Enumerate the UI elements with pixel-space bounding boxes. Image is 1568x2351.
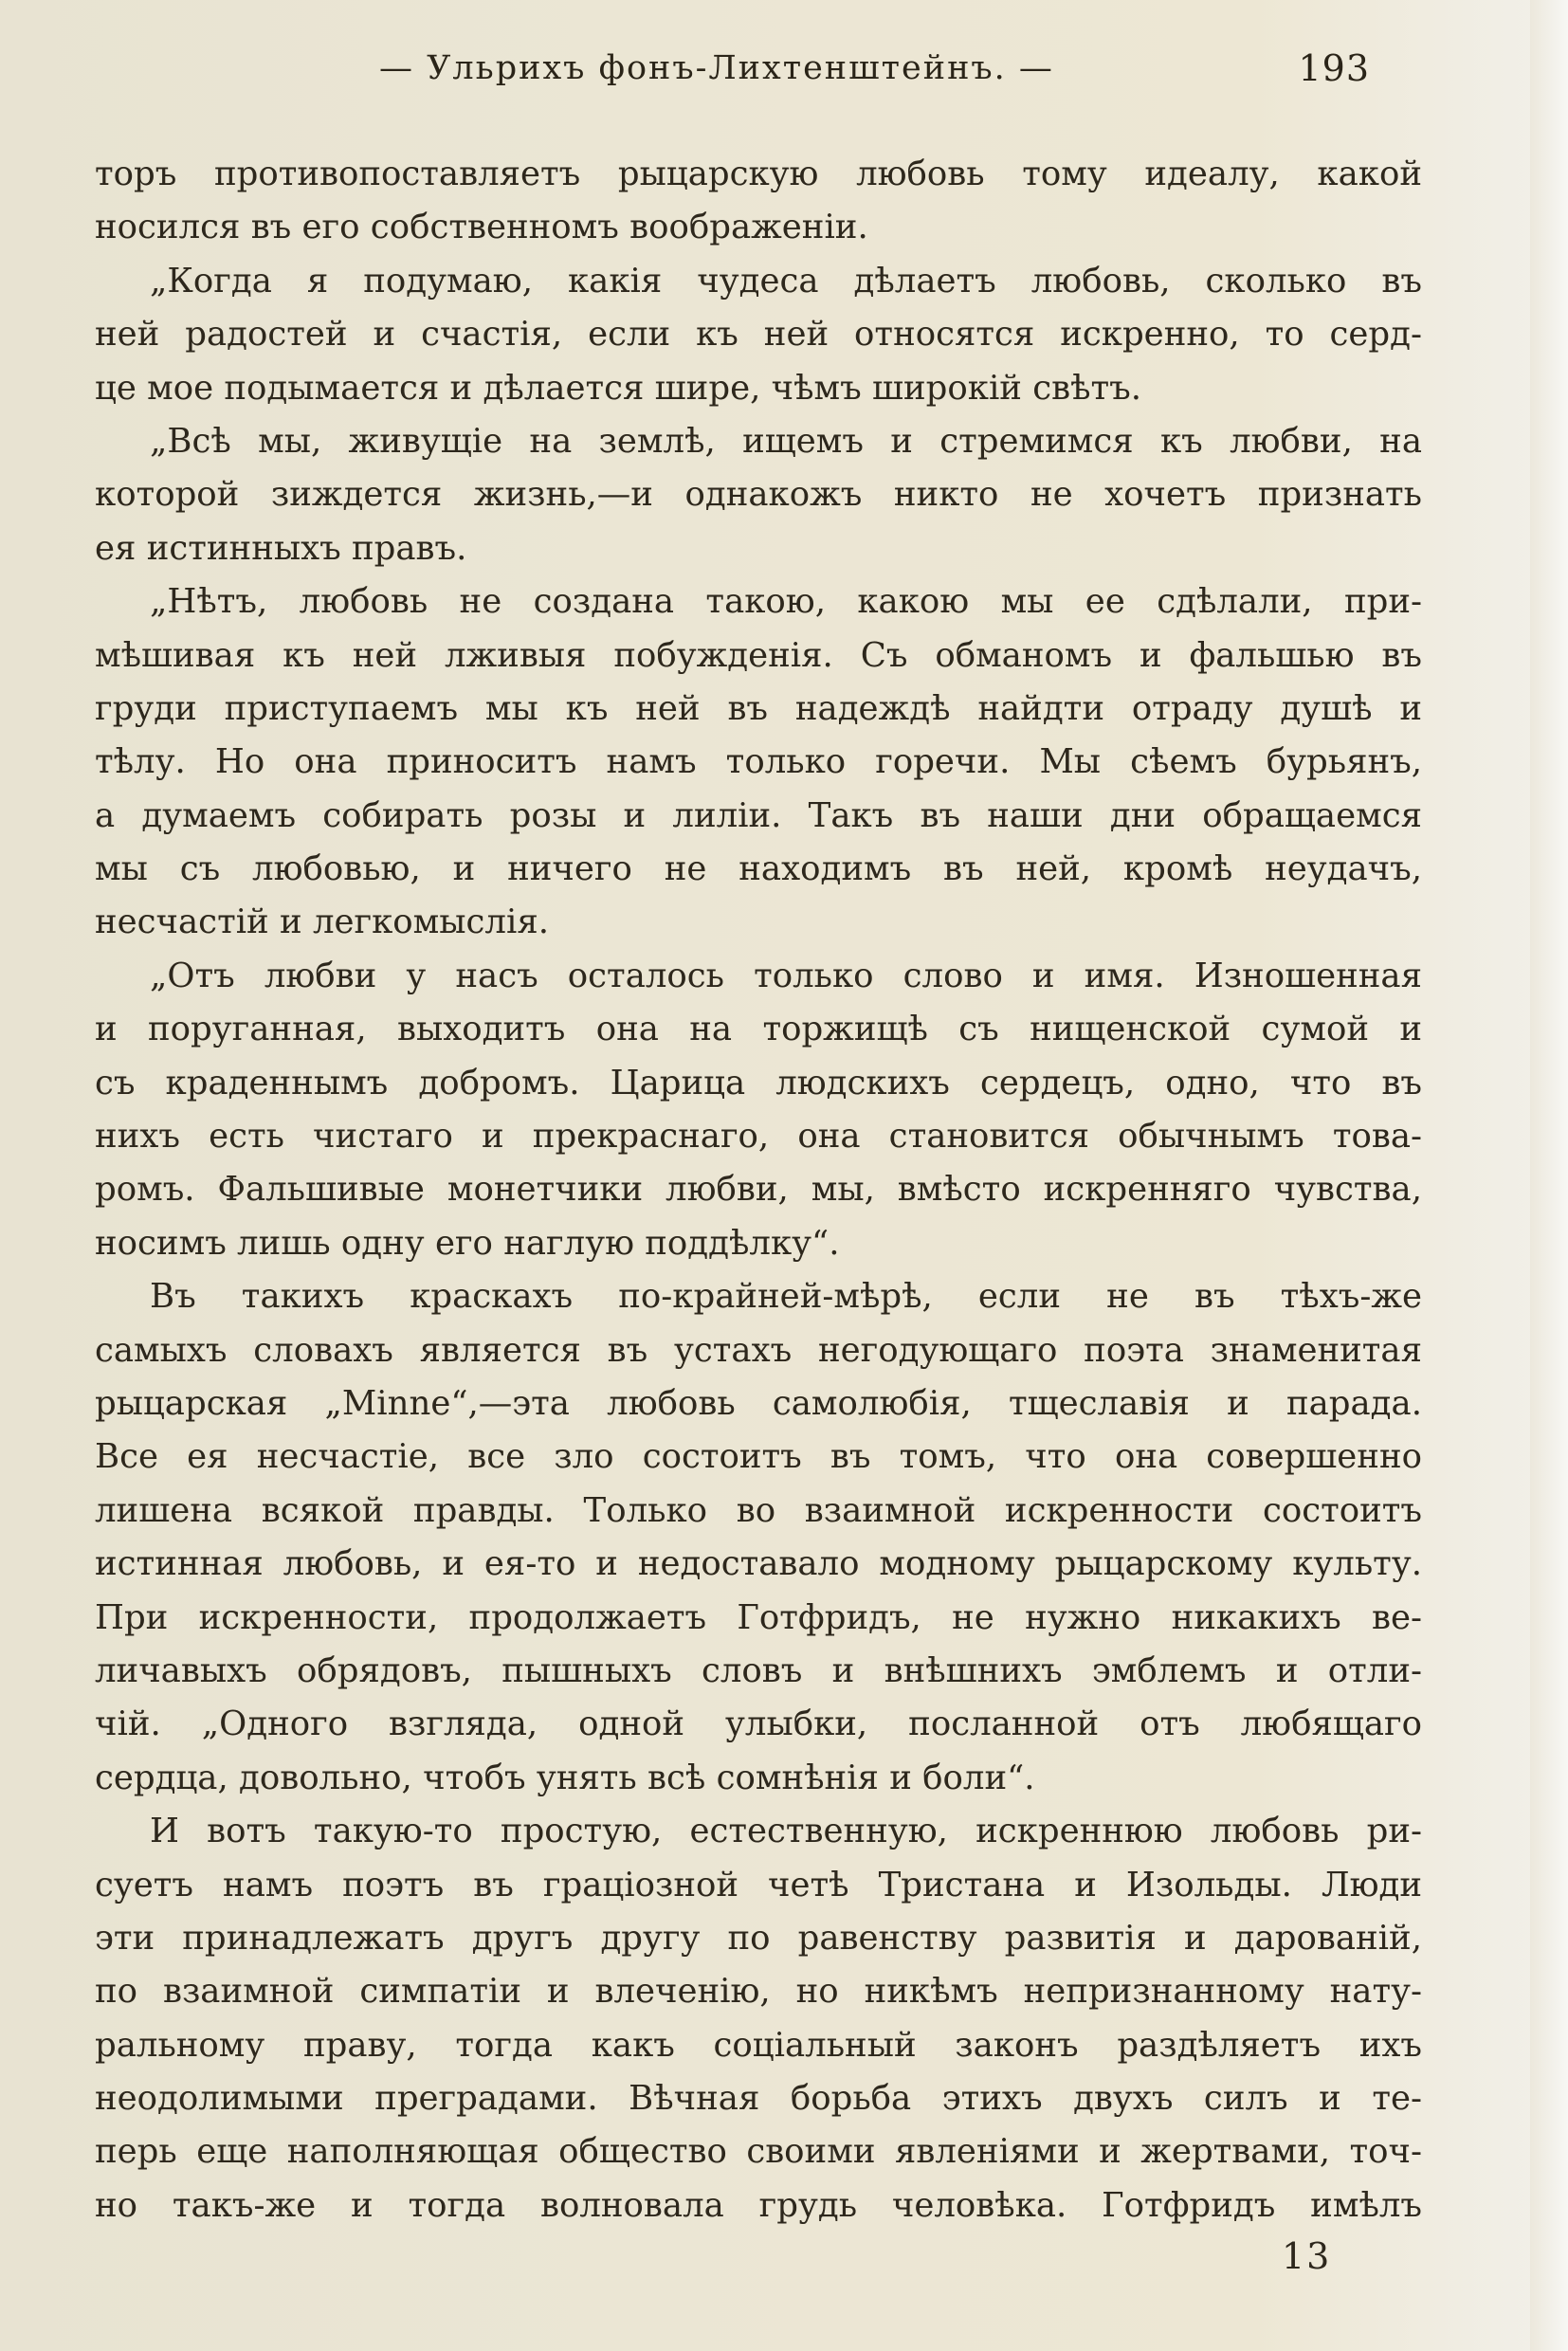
text-line: груди приступаемъ мы къ ней въ надеждѣ найдти отраду душѣ и: [95, 688, 1422, 728]
running-title: — Ульрихъ фонъ-Лихтенштейнъ. —: [379, 49, 1054, 87]
text-line: ней радостей и счастiя, если къ ней относятся искренно, то серд-: [95, 315, 1422, 355]
text-line: и поруганная, выходитъ она на торжищѣ съ нищенской сумой и: [95, 1010, 1422, 1049]
text-line: чiй. „Одного взгляда, одной улыбки, посланной отъ любящаго: [95, 1704, 1422, 1744]
text-line: эти принадлежатъ другъ другу по равенству развитiя и дарованiй,: [95, 1918, 1422, 1958]
text-line: Въ такихъ краскахъ по-крайней-мѣрѣ, если не въ тѣхъ-же: [150, 1277, 1422, 1317]
text-line: сердца, довольно, чтобъ унять всѣ сомнѣнiя и боли“.: [95, 1758, 1035, 1797]
text-line: ея истинныхъ правъ.: [95, 528, 467, 568]
text-line: по взаимной симпатiи и влеченiю, но никѣмъ непризнанному нату-: [95, 1972, 1422, 2012]
page-edge: [1530, 0, 1568, 2351]
running-head: [95, 49, 1413, 97]
signature-mark: 13: [1282, 2235, 1332, 2277]
text-line: носился въ его собственномъ воображенiи.: [95, 208, 868, 247]
text-line: личавыхъ обрядовъ, пышныхъ словъ и внѣшнихъ эмблемъ и отли-: [95, 1650, 1422, 1690]
text-line: „Нѣтъ, любовь не создана такою, какою мы ее сдѣлали, при-: [150, 582, 1422, 622]
text-line: несчастiй и легкомыслiя.: [95, 902, 550, 942]
text-line: лишена всякой правды. Только во взаимной искренности состоитъ: [95, 1490, 1422, 1530]
text-line: которой зиждется жизнь,—и однакожъ никто не хочетъ признать: [95, 475, 1422, 515]
text-line: истинная любовь, и ея-то и недоставало модному рыцарскому культу.: [95, 1544, 1422, 1584]
text-line: тѣлу. Но она приноситъ намъ только горечи. Мы сѣемъ бурьянъ,: [95, 742, 1422, 782]
text-line: мы съ любовью, и ничего не находимъ въ ней, кромѣ неудачъ,: [95, 849, 1422, 889]
text-line: съ краденнымъ добромъ. Царица людскихъ сердецъ, одно, что въ: [95, 1063, 1422, 1103]
text-line: а думаемъ собирать розы и лилiи. Такъ въ наши дни обращаемся: [95, 795, 1422, 835]
text-line: ральному праву, тогда какъ соцiальный законъ раздѣляетъ ихъ: [95, 2025, 1422, 2065]
text-line: ромъ. Фальшивые монетчики любви, мы, вмѣсто искренняго чувства,: [95, 1170, 1422, 1210]
body-text: [95, 148, 1422, 2233]
text-line: При искренности, продолжаетъ Готфридъ, не нужно никакихъ ве-: [95, 1597, 1422, 1637]
text-line: носимъ лишь одну его наглую поддѣлку“.: [95, 1223, 840, 1263]
text-line: но такъ-же и тогда волновала грудь человѣка. Готфридъ имѣлъ: [95, 2185, 1422, 2225]
text-line: мѣшивая къ ней лживыя побужденiя. Съ обманомъ и фальшью въ: [95, 635, 1422, 675]
text-line: И вотъ такую-то простую, естественную, искреннюю любовь ри-: [150, 1812, 1422, 1851]
text-line: нихъ есть чистаго и прекраснаго, она становится обычнымъ това-: [95, 1117, 1422, 1157]
text-line: „Отъ любви у насъ осталось только слово и имя. Изношенная: [150, 956, 1422, 995]
text-line: торъ противопоставляетъ рыцарскую любовь тому идеалу, какой: [95, 155, 1422, 193]
text-line: „Когда я подумаю, какiя чудеса дѣлаетъ любовь, сколько въ: [150, 261, 1422, 301]
text-line: неодолимыми преградами. Вѣчная борьба этихъ двухъ силъ и те-: [95, 2079, 1422, 2119]
text-line: Все ея несчастiе, все зло состоитъ въ томъ, что она совершенно: [95, 1437, 1422, 1477]
page-number: 193: [1298, 47, 1370, 89]
text-line: самыхъ словахъ является въ устахъ негодующаго поэта знаменитая: [95, 1330, 1422, 1370]
text-line: „Всѣ мы, живущiе на землѣ, ищемъ и стремимся къ любви, на: [150, 421, 1422, 461]
text-line: це мое подымается и дѣлается шире, чѣмъ широкiй свѣтъ.: [95, 368, 1142, 408]
text-line: перь еще наполняющая общество своими явленiями и жертвами, точ-: [95, 2132, 1422, 2172]
text-line: рыцарская „Minne“,—эта любовь самолюбiя, тщеславiя и парада.: [95, 1383, 1422, 1423]
text-line: суетъ намъ поэтъ въ грацiозной четѣ Тристана и Изольды. Люди: [95, 1865, 1422, 1904]
